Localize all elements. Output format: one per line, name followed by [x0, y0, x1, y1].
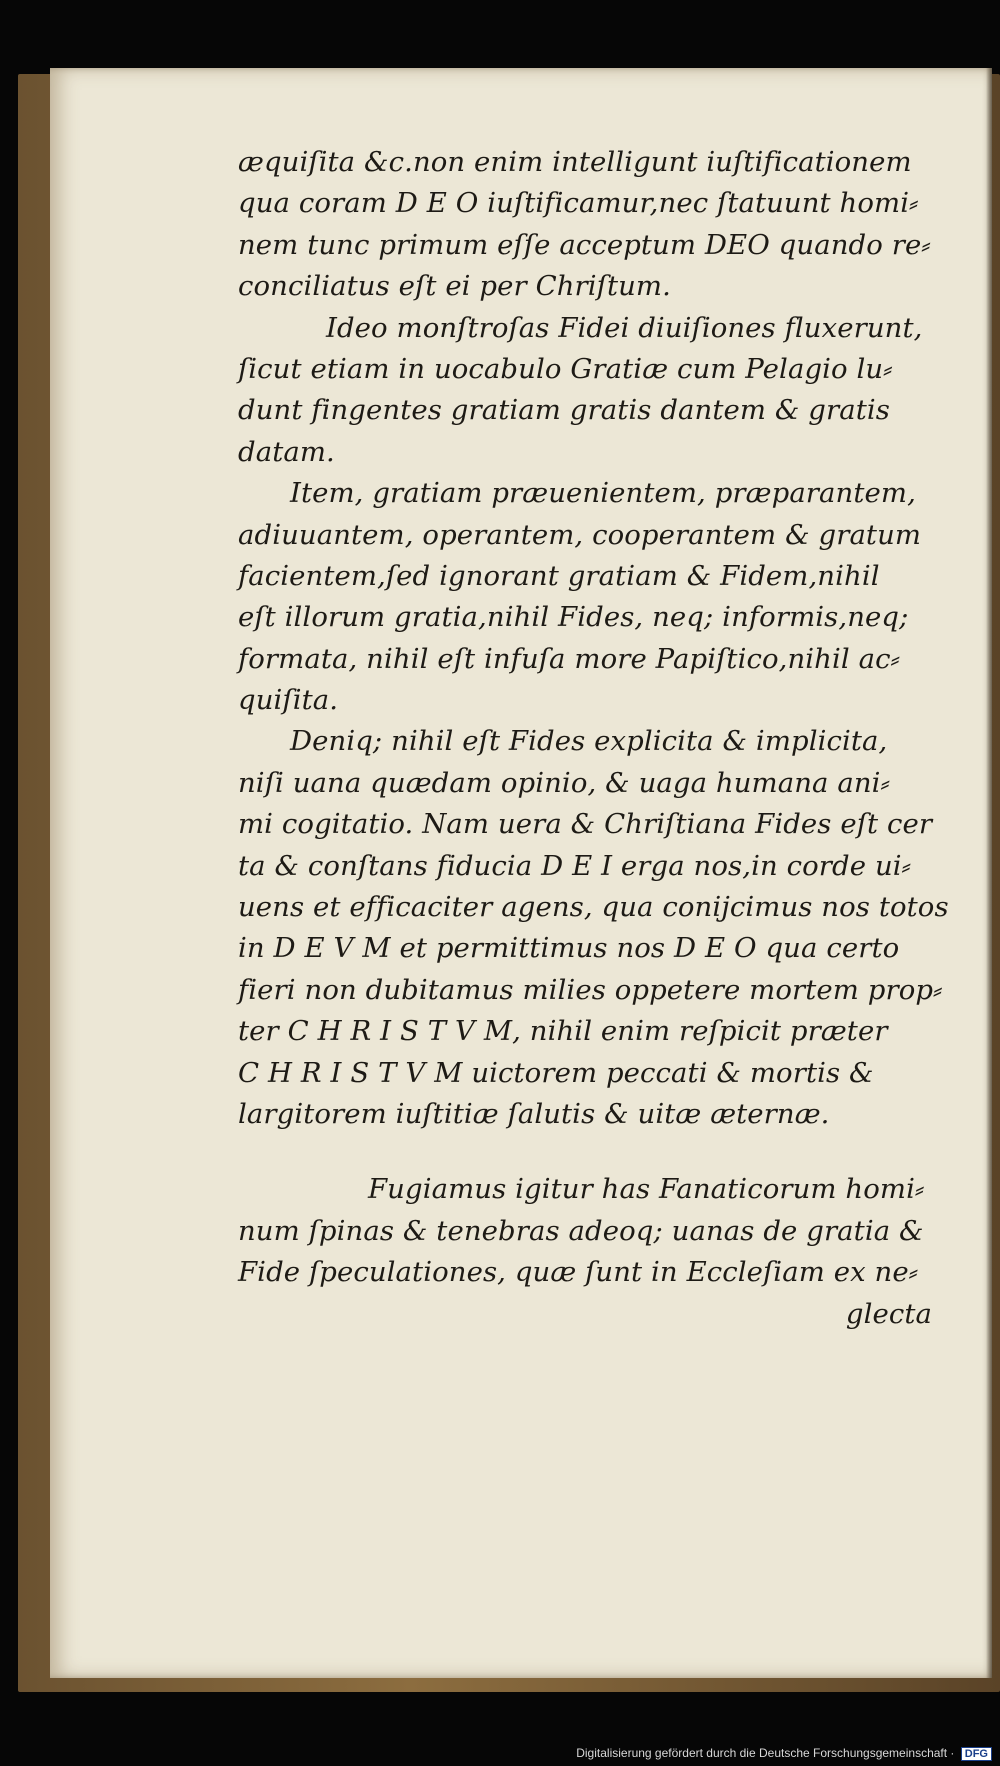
text-line: Fugiamus igitur has Fanaticorum homi⸗ [368, 1173, 925, 1206]
text-line: facientem,ſed ignorant gratiam & Fidem,nihil [238, 559, 880, 592]
text-line: in D E V M et permittimus nos D E O qua certo [238, 932, 900, 965]
text-line: Fide ſpeculationes, quæ ſunt in Eccleſiam ex ne⸗ [238, 1256, 918, 1289]
text-line: fieri non dubitamus milies oppetere mortem prop⸗ [238, 973, 943, 1006]
text-line: Ideo monſtroſas Fidei diuiſiones fluxerunt, [326, 311, 923, 344]
text-line: ta & conſtans fiducia D E I erga nos,in corde ui⸗ [238, 849, 911, 882]
text-line: C H R I S T V M uictorem peccati & mortis & [238, 1056, 874, 1089]
paragraph-gap [238, 1135, 938, 1169]
text-line: num ſpinas & tenebras adeoq; uanas de gratia & [238, 1214, 924, 1247]
text-line: Item, gratiam præuenientem, præparantem, [290, 477, 916, 510]
text-line: mi cogitatio. Nam uera & Chriſtiana Fides eſt cer [238, 808, 933, 841]
credit-text: Digitalisierung gefördert durch die Deutsche Forschungsgemeinschaft · [576, 1746, 955, 1760]
text-line: conciliatus eſt ei per Chriſtum. [238, 270, 671, 303]
text-line: ter C H R I S T V M, nihil enim reſpicit præter [238, 1015, 888, 1048]
text-line: uens et efficaciter agens, qua conijcimus nos totos [238, 891, 949, 924]
text-line: quiſita. [238, 684, 339, 717]
text-line: ſicut etiam in uocabulo Gratiæ cum Pelagio lu⸗ [238, 352, 893, 385]
text-line: datam. [238, 435, 335, 468]
text-line: largitorem iuſtitiæ ſalutis & uitæ æternæ. [238, 1097, 830, 1130]
page-text [238, 142, 949, 1335]
text-line: adiuuantem, operantem, cooperantem & gratum [238, 518, 922, 551]
text-line: nem tunc primum eſſe acceptum DEO quando re⸗ [238, 228, 931, 261]
text-line: qua coram D E O iuſtificamur,nec ſtatuunt homi⸗ [238, 187, 919, 220]
dfg-logo: DFG [961, 1747, 992, 1761]
text-line: æquiſita &c.non enim intelligunt iuſtificationem [238, 146, 912, 178]
text-line: niſi uana quædam opinio, & uaga humana ani⸗ [238, 766, 890, 799]
digitization-credit [576, 1746, 992, 1761]
text-line: Deniq; nihil eſt Fides explicita & implicita, [290, 725, 888, 758]
text-line: dunt fingentes gratiam gratis dantem & gratis [238, 394, 890, 427]
text-line: formata, nihil eſt infuſa more Papiſtico,nihil ac⸗ [238, 642, 900, 675]
text-line: eſt illorum gratia,nihil Fides, neq; informis,neq; [238, 601, 909, 634]
catchword: glecta [845, 1297, 932, 1330]
